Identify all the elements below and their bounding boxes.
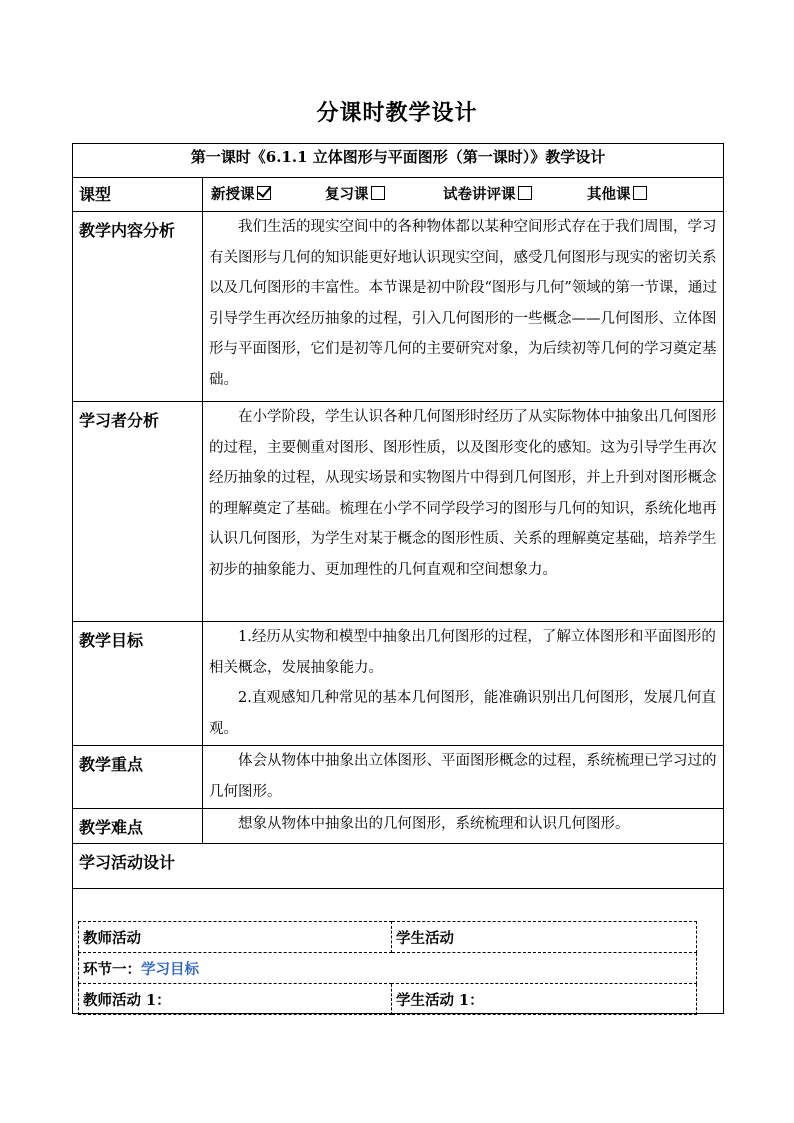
section-content [203,746,724,809]
lesson-type-option[interactable] [325,178,385,211]
section-paragraph: 我们生活的现实空间中的各种物体都以某种空间形式存在于我们周围，学习有关图形与几何的知识能更好地认识现实空间，感受几何图形与现实的密切关系以及几何图形的丰富性。本节课是初中阶段“图形与几何”领域的第一节课，通过引导学生再次经历抽象的过程，引入几何图形的一些概念——几何图形、立体图形与平面图形，它们是初等几何的主要研究对象，为后续初等几何的学习奠定基础。 [209,219,717,388]
activity-design-label: 学习活动设计 [73,844,724,889]
lesson-type-option[interactable] [587,178,647,211]
option-label: 试卷讲评课 [443,186,516,203]
lesson-type-option[interactable] [211,178,271,211]
lesson-title: 第一课时《6.1.1 立体图形与平面图形（第一课时）》教学设计 [73,144,724,178]
section-content [203,809,724,844]
section-label: 教学内容分析 [73,212,203,402]
teacher-activity-1[interactable]: 教师活动 1： [79,984,392,1015]
lesson-design-table [72,143,724,1014]
activity-table [78,921,697,1015]
section-paragraph: 想象从物体中抽象出的几何图形，系统梳理和认识几何图形。 [238,816,630,832]
section-content [203,212,724,402]
lesson-type-label: 课型 [73,178,203,212]
section-label: 教学难点 [73,809,203,844]
lesson-type-option[interactable] [443,178,532,211]
section-content [203,402,724,622]
page-title: 分课时教学设计 [316,100,478,126]
section-label: 教学目标 [73,622,203,746]
section-paragraph: 在小学阶段，学生认识各种几何图形时经历了从实际物体中抽象出几何图形的过程，主要侧重对图形、图形性质，以及图形变化的感知。这为引导学生再次经历抽象的过程，从现实场景和实物图片中得到几何图形，并上升到对图形概念的理解奠定了基础。梳理在小学不同学段学习的图形与几何的知识，系统化地再认识几何图形，为学生对某于概念的图形性质、关系的理解奠定基础，培养学生初步的抽象能力、更加理性的几何直观和空间想象力。 [209,409,717,578]
checkbox-icon[interactable] [371,186,385,200]
option-label: 新授课 [211,186,255,203]
stage-name: 学习目标 [141,960,199,978]
checked-checkbox-icon[interactable] [257,186,271,200]
checkbox-icon[interactable] [633,186,647,200]
stage-row [79,953,697,984]
lesson-type-options [203,178,724,212]
student-activity-header: 学生活动 [392,922,697,953]
section-label: 学习者分析 [73,402,203,622]
option-label: 复习课 [325,186,369,203]
section-content [203,622,724,746]
section-paragraph: 体会从物体中抽象出立体图形、平面图形概念的过程，系统梳理已学习过的几何图形。 [209,753,717,800]
teacher-activity-header: 教师活动 [79,922,392,953]
section-paragraph: 1.经历从实物和模型中抽象出几何图形的过程，了解立体图形和平面图形的相关概念，发展抽象能力。 [209,629,716,676]
option-label: 其他课 [587,186,631,203]
stage-prefix: 环节一： [83,960,141,978]
student-activity-1[interactable]: 学生活动 1： [392,984,697,1015]
section-label: 教学重点 [73,746,203,809]
section-paragraph: 2.直观感知几种常见的基本几何图形，能准确识别出几何图形，发展几何直观。 [209,690,716,737]
checkbox-icon[interactable] [518,186,532,200]
